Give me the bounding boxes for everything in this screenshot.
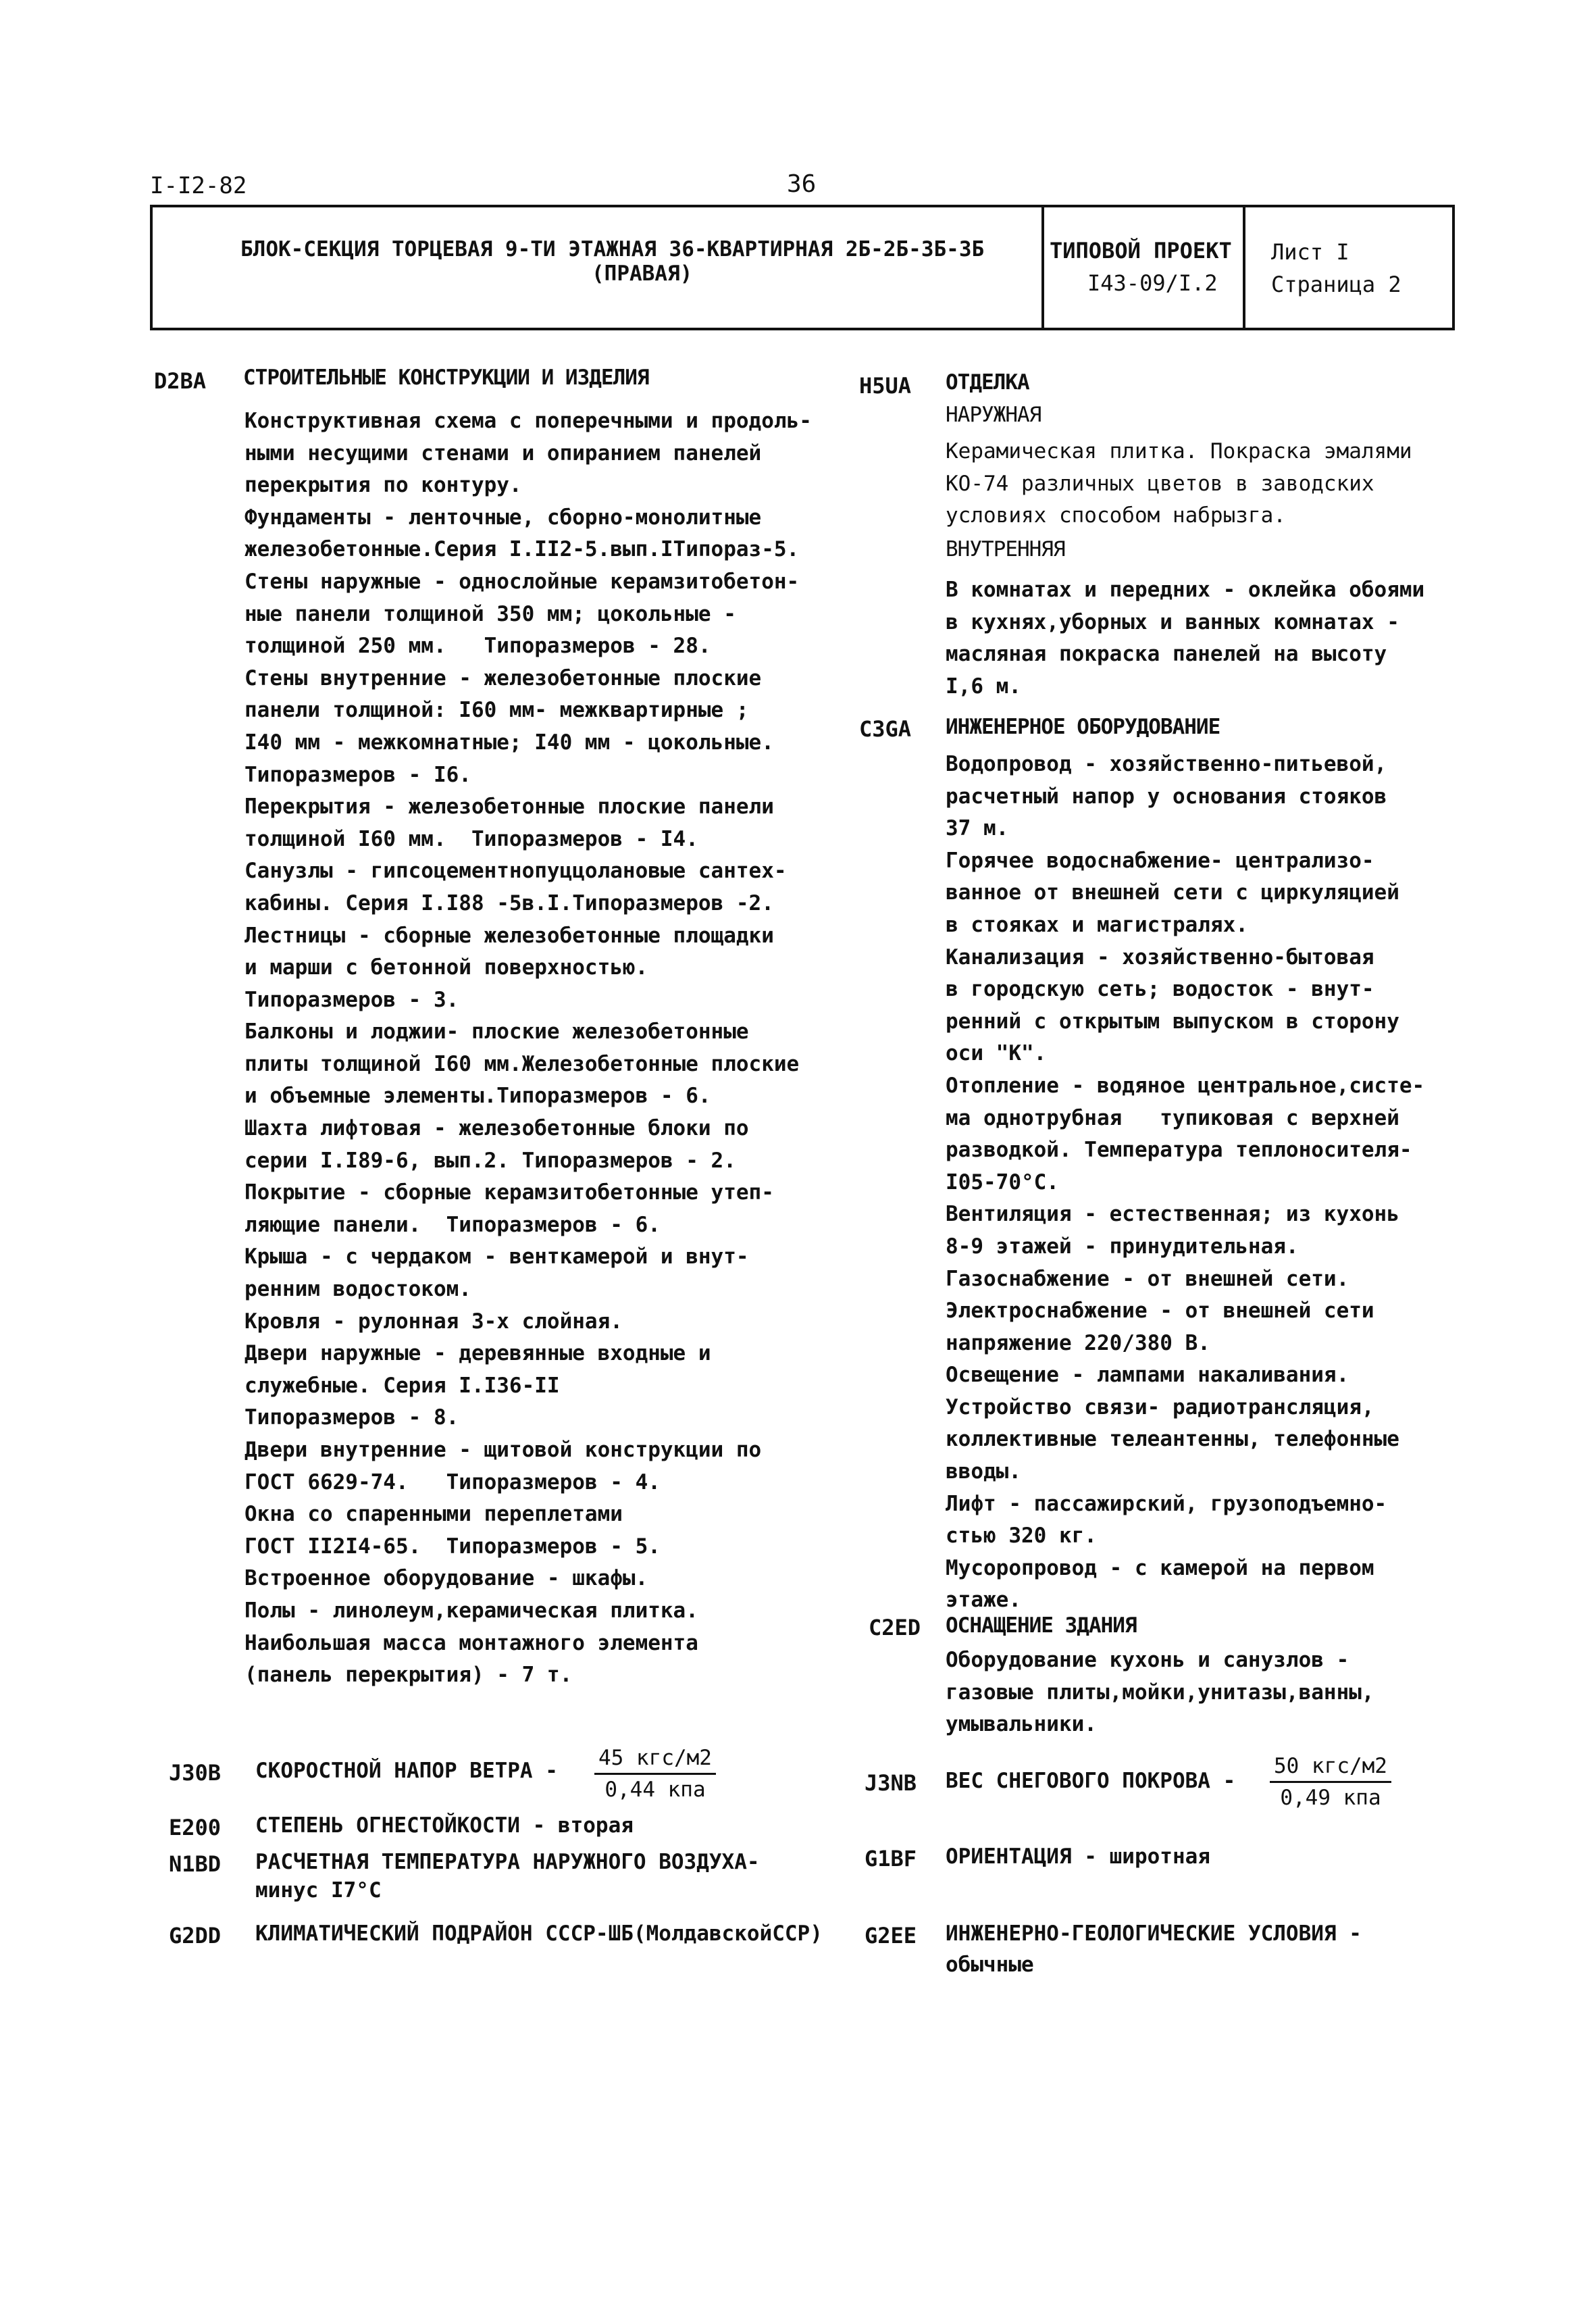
engineering-text [946,749,1459,1617]
text-line: плиты толщиной I60 мм.Железобетонные плоские [244,1051,800,1076]
text-line: Встроенное оборудование - шкафы. [244,1566,648,1591]
section-code-structures: D2BA [154,368,207,394]
fire-resistance: СТЕПЕНЬ ОГНЕСТОЙКОСТИ - вторая [255,1813,634,1838]
sheet-cell [1245,207,1452,328]
section-code-finishing: H5UA [859,373,912,399]
title-cell [153,207,1044,328]
wind-label: СКОРОСТНОЙ НАПОР ВЕТРА - [255,1759,558,1783]
text-line: Стены наружные - однослойные керамзитобетон- [244,569,800,594]
doc-code: I-I2-82 [150,172,247,199]
wind-value [594,1746,716,1802]
text-line: Кровля - рулонная 3-х слойная. [244,1309,623,1334]
text-line: ляющие панели. Типоразмеров - 6. [244,1212,661,1237]
outer-finish-text [946,436,1459,532]
geology-line-2: обычные [946,1953,1034,1977]
text-line: разводкой. Температура теплоносителя- [946,1138,1412,1163]
text-line: ренним водостоком. [244,1277,471,1302]
text-line: Оборудование кухонь и санузлов - [946,1648,1349,1672]
text-line: ГОСТ 6629-74. Типоразмеров - 4. [244,1469,661,1494]
text-line: Типоразмеров - 3. [244,987,459,1012]
code-wind: J30B [169,1760,222,1786]
wind-value-kgs: 45 кгс/м2 [594,1746,716,1775]
text-line: Стены внутренние - железобетонные плоские [244,665,762,690]
code-fire: E200 [169,1815,222,1840]
wind-value-kpa: 0,44 кпа [604,1778,706,1802]
text-line: масляная покраска панелей на высоту [946,642,1387,667]
text-line: расчетный напор у основания стояков [946,784,1387,809]
snow-value-kpa: 0,49 кпа [1280,1786,1381,1810]
text-line: ными несущими стенами и опиранием панелей [244,441,762,466]
text-line: Санузлы - гипсоцементнопуццолановые сантех- [244,859,787,884]
text-line: стью 320 кг. [946,1524,1097,1549]
text-line: Крыша - с чердаком - венткамерой и внут- [244,1244,749,1269]
text-line: этаже. [946,1588,1021,1613]
text-line: Водопровод - хозяйственно-питьевой, [946,752,1387,776]
subheading-inner: ВНУТРЕННЯЯ [946,537,1065,561]
project-cell [1044,207,1245,328]
page-label: Страница 2 [1271,272,1401,297]
text-line: служебные. Серия I.I36-II [244,1373,560,1398]
text-line: Мусоропровод - с камерой на первом [946,1555,1374,1580]
text-line: умывальники. [946,1712,1097,1737]
text-line: Перекрытия - железобетонные плоские панели [244,795,774,820]
code-geology: G2EE [865,1923,917,1948]
text-line: Вентиляция - естественная; из кухонь [946,1202,1399,1227]
section-code-equipment: C2ED [869,1615,921,1640]
code-temperature: N1BD [169,1851,222,1877]
text-line: вводы. [946,1459,1021,1484]
snow-value-kgs: 50 кгс/м2 [1270,1754,1391,1783]
structures-text [244,405,852,1692]
geology-line-1: ИНЖЕНЕРНО-ГЕОЛОГИЧЕСКИЕ УСЛОВИЯ - [946,1921,1362,1946]
text-line: панели толщиной: I60 мм- межквартирные ; [244,698,749,723]
text-line: ренний с открытым выпуском в сторону [946,1009,1399,1034]
title-line-2: (ПРАВАЯ) [592,261,693,286]
section-code-engineering: C3GA [859,716,912,742]
text-line: ма однотрубная тупиковая с верхней [946,1105,1399,1130]
text-line: 8-9 этажей - принудительная. [946,1234,1299,1259]
text-line: Фундаменты - ленточные, сборно-монолитные [244,505,762,530]
inner-finish-text [946,574,1459,703]
text-line: в кухнях,уборных и ванных комнатах - [946,609,1399,634]
title-line-1: БЛОК-СЕКЦИЯ ТОРЦЕВАЯ 9-ТИ ЭТАЖНАЯ 36-КВАРТИРНАЯ 2Б-2Б-3Б-3Б [240,237,985,261]
section-heading-structures: СТРОИТЕЛЬНЫЕ КОНСТРУКЦИИ И ИЗДЕЛИЯ [243,366,649,390]
text-line: Отопление - водяное центральное,систе- [946,1073,1425,1098]
temperature-line-2: минус I7°С [255,1878,382,1903]
equipment-text [946,1644,1459,1741]
text-line: Горячее водоснабжение- централизо- [946,848,1374,873]
text-line: Балконы и лоджии- плоские железобетонные [244,1020,749,1045]
subheading-outer: НАРУЖНАЯ [946,403,1041,427]
text-line: I,6 м. [946,674,1021,699]
text-line: Полы - линолеум,керамическая плитка. [244,1598,698,1623]
orientation: ОРИЕНТАЦИЯ - широтная [946,1844,1210,1869]
text-line: и марши с бетонной поверхностью. [244,955,648,980]
text-line: Электроснабжение - от внешней сети [946,1299,1374,1324]
text-line: Лифт - пассажирский, грузоподъемно- [946,1491,1387,1516]
project-number: I43-09/I.2 [1087,270,1218,296]
text-line: (панель перекрытия) - 7 т. [244,1663,573,1688]
text-line: в городскую сеть; водосток - внут- [946,977,1374,1002]
text-line: I05-70°С. [946,1169,1059,1194]
code-snow: J3NB [865,1770,917,1796]
sheet-label: Лист I [1271,239,1349,265]
section-heading-finishing: ОТДЕЛКА [946,370,1029,395]
text-line: толщиной I60 мм. Типоразмеров - I4. [244,826,698,851]
text-line: оси "К". [946,1041,1047,1066]
text-line: коллективные телеантенны, телефонные [946,1427,1399,1452]
text-line: Керамическая плитка. Покраска эмалями [946,439,1412,463]
text-line: I40 мм - межкомнатные; I40 мм - цокольные. [244,730,774,755]
snow-value [1270,1754,1391,1810]
text-line: в стояках и магистралях. [946,912,1248,937]
code-orientation: G1BF [865,1846,917,1871]
text-line: Наибольшая масса монтажного элемента [244,1630,698,1655]
text-line: перекрытия по контуру. [244,473,522,498]
text-line: ГОСТ II2I4-65. Типоразмеров - 5. [244,1534,661,1559]
section-heading-equipment: ОСНАЩЕНИЕ ЗДАНИЯ [946,1613,1137,1638]
climate-subregion: КЛИМАТИЧЕСКИЙ ПОДРАЙОН СССР-ШБ(МолдавскойССР) [255,1921,823,1946]
text-line: газовые плиты,мойки,унитазы,ванны, [946,1680,1374,1705]
temperature-line-1: РАСЧЕТНАЯ ТЕМПЕРАТУРА НАРУЖНОГО ВОЗДУХА- [255,1850,760,1874]
text-line: Типоразмеров - 8. [244,1405,459,1430]
page-number: 36 [787,170,817,198]
text-line: Канализация - хозяйственно-бытовая [946,945,1374,970]
text-line: серии I.I89-6, вып.2. Типоразмеров - 2. [244,1148,736,1173]
title-block [150,205,1455,330]
text-line: Лестницы - сборные железобетонные площадки [244,923,774,948]
text-line: Шахта лифтовая - железобетонные блоки по [244,1116,749,1141]
text-line: ные панели толщиной 350 мм; цокольные - [244,601,736,626]
text-line: и объемные элементы.Типоразмеров - 6. [244,1084,711,1109]
text-line: В комнатах и передних - оклейка обоями [946,578,1425,602]
text-line: Конструктивная схема с поперечными и продоль- [244,409,812,433]
project-label: ТИПОВОЙ ПРОЕКТ [1050,238,1232,263]
text-line: ванное от внешней сети с циркуляцией [946,880,1399,905]
text-line: условиях способом набрызга. [946,503,1286,528]
text-line: кабины. Серия I.I88 -5в.I.Типоразмеров -2. [244,890,774,915]
text-line: КО-74 различных цветов в заводских [946,471,1374,496]
text-line: напряжение 220/380 В. [946,1330,1210,1355]
text-line: Покрытие - сборные керамзитобетонные утеп- [244,1180,774,1205]
text-line: 37 м. [946,816,1009,841]
text-line: железобетонные.Серия I.II2-5.вып.IТипораз-5. [244,537,800,562]
text-line: Газоснабжение - от внешней сети. [946,1266,1349,1291]
text-line: Двери наружные - деревянные входные и [244,1341,711,1366]
code-climate: G2DD [169,1923,222,1948]
text-line: Освещение - лампами накаливания. [946,1363,1349,1388]
snow-label: ВЕС СНЕГОВОГО ПОКРОВА - [946,1769,1236,1793]
section-heading-engineering: ИНЖЕНЕРНОЕ ОБОРУДОВАНИЕ [946,715,1220,739]
text-line: Типоразмеров - I6. [244,762,471,787]
text-line: толщиной 250 мм. Типоразмеров - 28. [244,634,711,659]
text-line: Устройство связи- радиотрансляция, [946,1394,1374,1419]
text-line: Окна со спаренными переплетами [244,1502,623,1527]
text-line: Двери внутренние - щитовой конструкции по [244,1438,762,1462]
